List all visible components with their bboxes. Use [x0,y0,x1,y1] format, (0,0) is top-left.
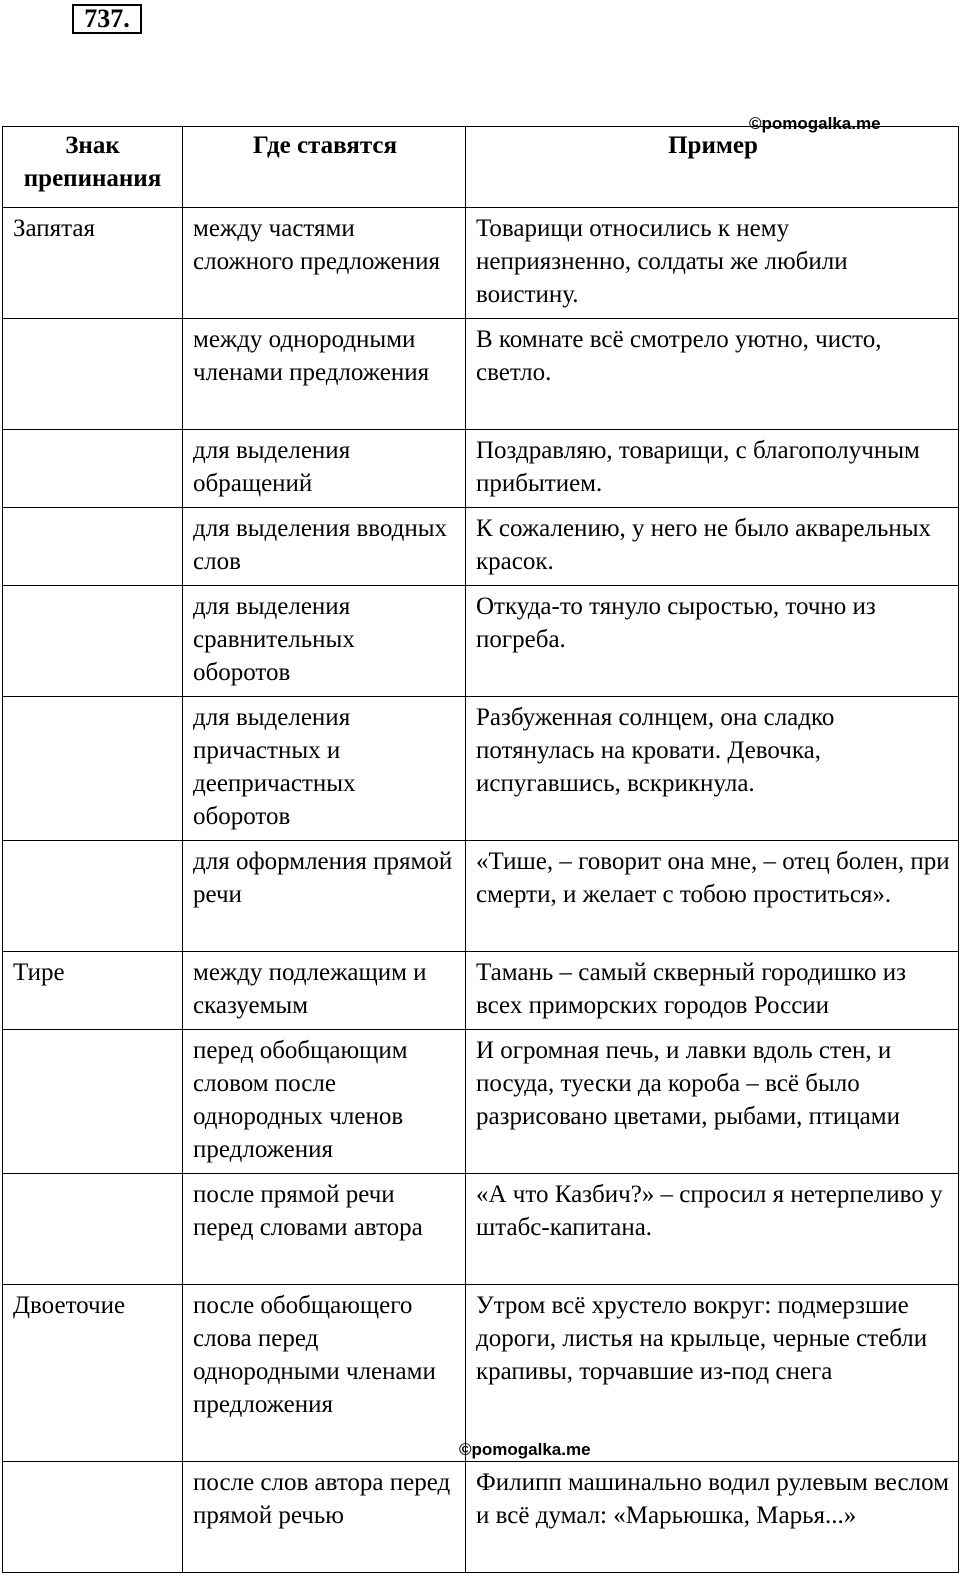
cell-where: для оформления прямой речи [183,841,466,952]
task-number: 737. [72,4,142,34]
table-row [3,319,959,430]
cell-sign [3,841,183,952]
table-row [3,952,959,1030]
header-sign: Знак препинания [3,127,183,208]
cell-example: Поздравляю, товарищи, с благополучным прибытием. [466,430,959,508]
cell-where: для выделения вводных слов [183,508,466,586]
table-row [3,430,959,508]
header-example: Пример [466,127,959,208]
punctuation-table [2,126,959,1573]
cell-where: после слов автора перед прямой речью [183,1462,466,1573]
header-where: Где ставятся [183,127,466,208]
cell-where: между подлежащим и сказуемым [183,952,466,1030]
cell-example: И огромная печь, и лавки вдоль стен, и посуда, туески да короба – всё было разрисовано цветами, рыбами, птицами [466,1030,959,1174]
cell-sign [3,586,183,697]
cell-sign: Запятая [3,208,183,319]
cell-example: Филипп машинально водил рулевым веслом и всё думал: «Марьюшка, Марья...» [466,1462,959,1573]
cell-example: Утром всё хрустело вокруг: подмерзшие дороги, листья на крыльце, черные стебли крапивы, торчавшие из-под снега [466,1285,959,1462]
table-row [3,208,959,319]
table-row [3,697,959,841]
cell-where: для выделения причастных и деепричастных оборотов [183,697,466,841]
watermark-top: ©pomogalka.me [749,114,881,133]
watermark-middle: ©pomogalka.me [459,1440,591,1459]
table-row [3,586,959,697]
table-row [3,1030,959,1174]
cell-example: Товарищи относились к нему неприязненно, солдаты же любили воистину. [466,208,959,319]
cell-example: «Тише, – говорит она мне, – отец болен, при смерти, и желает с тобою проститься». [466,841,959,952]
cell-example: «А что Казбич?» – спросил я нетерпеливо у штабс-капитана. [466,1174,959,1285]
cell-sign [3,697,183,841]
cell-where: для выделения сравнительных оборотов [183,586,466,697]
cell-where: между частями сложного предложения [183,208,466,319]
cell-where: между однородными членами предложения [183,319,466,430]
cell-example: К сожалению, у него не было акварельных красок. [466,508,959,586]
table-row [3,841,959,952]
table-row [3,508,959,586]
cell-sign [3,508,183,586]
cell-sign [3,1462,183,1573]
cell-sign: Тире [3,952,183,1030]
table-row [3,1285,959,1462]
cell-where: перед обобщающим словом после однородных членов предложения [183,1030,466,1174]
table-row [3,1462,959,1573]
cell-example: Откуда-то тянуло сыростью, точно из погреба. [466,586,959,697]
cell-where: после обобщающего слова перед однородными членами предложения [183,1285,466,1462]
cell-example: Разбуженная солнцем, она сладко потянулась на кровати. Девочка, испугавшись, вскрикнула. [466,697,959,841]
cell-where: для выделения обращений [183,430,466,508]
cell-sign: Двоеточие [3,1285,183,1462]
cell-sign [3,1030,183,1174]
cell-sign [3,430,183,508]
table-row [3,1174,959,1285]
cell-sign [3,1174,183,1285]
cell-sign [3,319,183,430]
cell-example: В комнате всё смотрело уютно, чисто, светло. [466,319,959,430]
cell-example: Тамань – самый скверный городишко из всех приморских городов России [466,952,959,1030]
table-header-row [3,127,959,208]
cell-where: после прямой речи перед словами автора [183,1174,466,1285]
